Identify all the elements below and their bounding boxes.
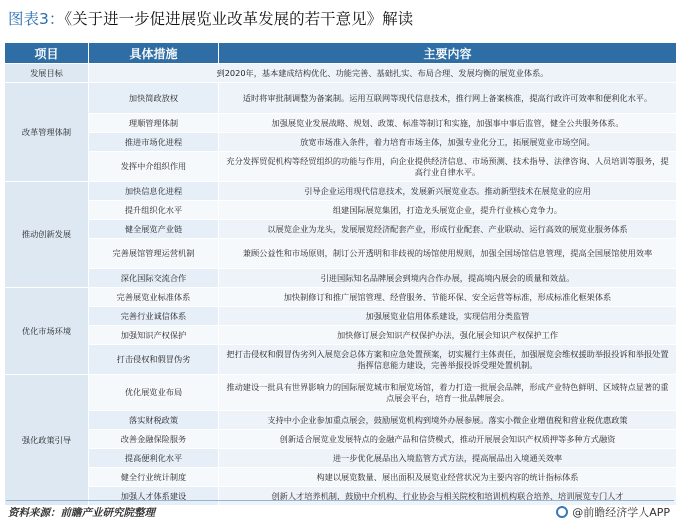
content-cell: 引导企业运用现代信息技术，发展新兴展览业态。推动新型技术在展览业的应用 <box>219 182 677 201</box>
measure-cell: 提升组织化水平 <box>89 201 219 220</box>
measure-cell: 落实财税政策 <box>89 411 219 430</box>
content-cell: 兼顾公益性和市场原则，制订公开透明和非歧视的场馆使用规则，加强全国场馆信息管理，提高全国展馆使用效率 <box>219 239 677 269</box>
table-row <box>5 220 677 239</box>
content-cell: 引进国际知名品牌展会到境内合作办展，提高境内展会的质量和效益。 <box>219 269 677 288</box>
category-market: 优化市场环境 <box>5 288 89 375</box>
table-row <box>5 345 677 375</box>
content-cell: 加强展览业信用体系建设，实现信用分类监管 <box>219 307 677 326</box>
measure-cell: 加快简政放权 <box>89 83 219 114</box>
brand-credit <box>556 504 670 520</box>
figure-title <box>8 4 672 34</box>
figure-title-text: 《关于进一步促进展览业改革发展的若干意见》解读 <box>64 10 414 28</box>
measure-cell: 加强人才体系建设 <box>89 487 219 506</box>
measure-cell: 健全展览产业链 <box>89 220 219 239</box>
content-cell: 放宽市场准入条件，着力培育市场主体，加强专业化分工，拓展展览业市场空间。 <box>219 133 677 152</box>
measure-cell: 打击侵权和假冒伪劣 <box>89 345 219 375</box>
table-row <box>5 201 677 220</box>
table-row <box>5 307 677 326</box>
category-innovation: 推动创新发展 <box>5 182 89 288</box>
measure-cell: 加强知识产权保护 <box>89 326 219 345</box>
category-reform: 改革管理体制 <box>5 83 89 182</box>
content-cell: 充分发挥贸促机构等经贸组织的功能与作用，向企业提供经济信息、市场预测、技术指导、法律咨询、人员培训等服务，提高行业自律水平。 <box>219 152 677 182</box>
table-row <box>5 114 677 133</box>
table-row <box>5 430 677 449</box>
figure-title-prefix: 图表3： <box>8 10 65 28</box>
content-cell: 组建国际展览集团，打造龙头展览企业，提升行业核心竞争力。 <box>219 201 677 220</box>
measure-cell: 提高便利化水平 <box>89 449 219 468</box>
content-cell: 加快制修订和推广展馆管理、经营服务、节能环保、安全运营等标准，形成标准化框架体系 <box>219 288 677 307</box>
table-row <box>5 449 677 468</box>
table-row <box>5 288 677 307</box>
measure-cell: 改善金融保险服务 <box>89 430 219 449</box>
header-item: 项目 <box>5 43 89 64</box>
header-content: 主要内容 <box>219 43 677 64</box>
table-row <box>5 152 677 182</box>
measure-cell: 加快信息化进程 <box>89 182 219 201</box>
content-cell: 创新适合展览业发展特点的金融产品和信贷模式，推动开展展会知识产权质押等多种方式融资 <box>219 430 677 449</box>
brand-text: @前瞻经济学人APP <box>572 506 670 519</box>
measure-cell: 完善展览业标准体系 <box>89 288 219 307</box>
content-cell: 创新人才培养机制，鼓励中介机构、行业协会与相关院校和培训机构联合培养、培训展览专门人才 <box>219 487 677 506</box>
content-cell: 构建以展览数量、展出面积及展览业经营状况为主要内容的统计指标体系 <box>219 468 677 487</box>
content-cell: 支持中小企业参加重点展会，鼓励展览机构到境外办展参展。落实小微企业增值税和营业税优惠政策 <box>219 411 677 430</box>
table-row <box>5 182 677 201</box>
brand-logo-icon <box>556 506 568 518</box>
table-row <box>5 269 677 288</box>
header-measure: 具体措施 <box>89 43 219 64</box>
measure-cell: 发挥中介组织作用 <box>89 152 219 182</box>
table-row <box>5 239 677 269</box>
content-cell: 加强展览业发展战略、规划、政策、标准等制订和实施，加强事中事后监管，健全公共服务体系。 <box>219 114 677 133</box>
table-row <box>5 133 677 152</box>
content-cell: 进一步优化展品出入境监管方式方法，提高展品出入境通关效率 <box>219 449 677 468</box>
category-policy: 强化政策引导 <box>5 375 89 506</box>
content-cell: 加快修订展会知识产权保护办法，强化展会知识产权保护工作 <box>219 326 677 345</box>
measure-cell: 优化展览业布局 <box>89 375 219 411</box>
source-note: 资料来源：前瞻产业研究院整理 <box>8 507 155 519</box>
content-cell: 把打击侵权和假冒伪劣列入展览会总体方案和应急处置预案，切实履行主体责任，加强展览会维权援助举报投诉和举报处置指挥信息能力建设，完善举报投诉受理处置机制。 <box>219 345 677 375</box>
measure-cell: 推进市场化进程 <box>89 133 219 152</box>
content-cell: 以展览企业为龙头，发展展览经济配套产业，形成行业配套、产业联动、运行高效的展览业服务体系 <box>219 220 677 239</box>
table-row-goal <box>5 64 677 83</box>
measure-cell: 完善行业诚信体系 <box>89 307 219 326</box>
table-row <box>5 375 677 411</box>
category-goal: 发展目标 <box>5 64 89 83</box>
content-cell: 适时将审批制调整为备案制。运用互联网等现代信息技术，推行网上备案核准，提高行政许可效率和便利化水平。 <box>219 83 677 114</box>
measure-cell: 完善展馆管理运营机制 <box>89 239 219 269</box>
footer <box>6 500 674 523</box>
table-header-row <box>5 43 677 64</box>
measure-cell: 深化国际交流合作 <box>89 269 219 288</box>
measure-cell: 理顺管理体制 <box>89 114 219 133</box>
content-cell: 推动建设一批具有世界影响力的国际展览城市和展览场馆，着力打造一批展会品牌，形成产业特色鲜明、区域特点显著的重点展会平台，培育一批品牌展会。 <box>219 375 677 411</box>
table-row <box>5 411 677 430</box>
policy-table <box>4 42 677 506</box>
measure-cell: 健全行业统计制度 <box>89 468 219 487</box>
table-row <box>5 326 677 345</box>
table-row <box>5 468 677 487</box>
goal-content: 到2020年，基本建成结构优化、功能完善、基础扎实、布局合理、发展均衡的展览业体系。 <box>89 64 677 83</box>
table-row <box>5 83 677 114</box>
